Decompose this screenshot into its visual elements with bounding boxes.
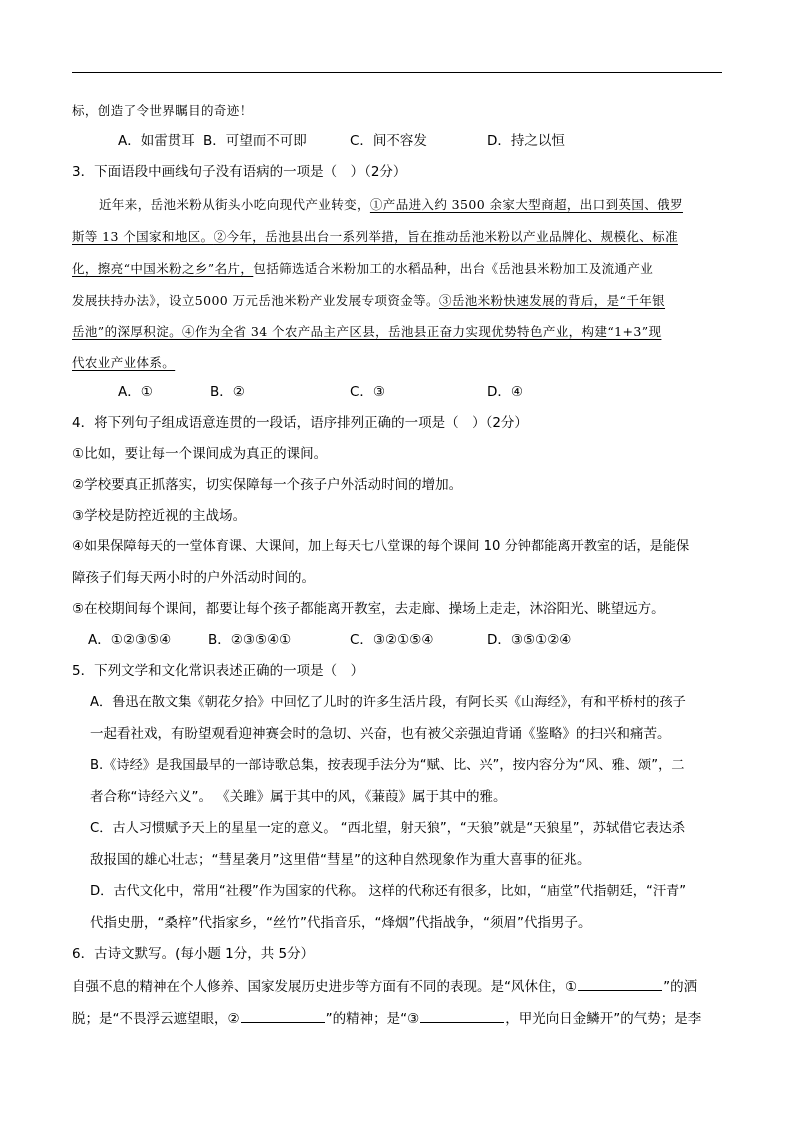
q4-sentence-4-cont: 障孩子们每天两小时的户外活动时间的。 bbox=[72, 570, 315, 586]
q5-option-b: B.《诗经》是我国最早的一部诗歌总集，按表现手法分为“赋、比、兴”，按内容分为“风、雅、颂”，二 bbox=[90, 758, 685, 773]
q6-text: ”的洒 bbox=[663, 979, 698, 995]
q5-option-c: C．古人习惯赋予天上的星星一定的意义。 “西北望，射天狼”，“天狼”就是“天狼星”，苏轼借它表达杀 bbox=[90, 821, 686, 836]
q3-underlined-sentence-4-end: 代农业产业体系。 bbox=[72, 355, 176, 370]
q4-stem: 4．将下列句子组成语意连贯的一段话，语序排列正确的一项是（ ）（2分） bbox=[72, 415, 528, 431]
q5-option-a: A．鲁迅在散文集《朝花夕拾》中回忆了儿时的许多生活片段，有阿长买《山海经》，有和平桥村的孩子 bbox=[90, 695, 686, 710]
q3-option-a: A．① bbox=[118, 384, 153, 400]
answer-blank-1[interactable] bbox=[578, 976, 662, 991]
q5-option-d: D．古代文化中，常用“社稷”作为国家的代称。 这样的代称还有很多，比如，“庙堂”代指朝廷，“汗青” bbox=[90, 884, 687, 899]
q3-option-b: B．② bbox=[210, 384, 245, 400]
q3-underlined-sentence-2: ②今年，岳池县出台一系列举措，旨在推动岳池米粉以产业品牌化、规模化、标准 bbox=[213, 229, 678, 244]
q4-sentence-5: ⑤在校期间每个课间，都要让每个孩子都能离开教室，去走廊、操场上走走，沐浴阳光、眺望远方。 bbox=[72, 601, 665, 617]
q3-underlined-sentence-1-end: 斯等 13 个国家和地区。 bbox=[72, 229, 214, 244]
q4-sentence-3: ③学校是防控近视的主战场。 bbox=[72, 508, 247, 524]
q3-text: 包括筛选适合米粉加工的水稻品种，出台《岳池县米粉加工及流通产业 bbox=[253, 261, 654, 276]
q4-sentence-4: ④如果保障每天的一堂体育课、大课间，加上每天七八堂课的每个课间 10 分钟都能离开教室的话，是能保 bbox=[72, 539, 690, 554]
q3-passage-line bbox=[99, 195, 683, 215]
q3-underlined-sentence-3: ③岳池米粉快速发展的背后，是“千年银 bbox=[438, 293, 666, 308]
q3-underlined-sentence-1: ①产品进入约 3500 余家大型商超，出口到英国、俄罗 bbox=[369, 197, 683, 212]
q2-option-c: C．间不容发 bbox=[350, 133, 427, 149]
q6-text: ”的精神；是“③ bbox=[325, 1011, 420, 1027]
q3-text: 近年来，岳池米粉从街头小吃向现代产业转变， bbox=[99, 197, 370, 212]
q4-sentence-2: ②学校要真正抓落实，切实保障每一个孩子户外活动时间的增加。 bbox=[72, 477, 463, 493]
q5-option-d-cont: 代指史册，“桑梓”代指家乡，“丝竹”代指音乐，“烽烟”代指战争，“须眉”代指男子。 bbox=[90, 915, 592, 931]
q3-passage-line bbox=[72, 353, 175, 373]
q3-stem: 3．下面语段中画线句子没有语病的一项是（ ）（2分） bbox=[72, 164, 407, 180]
answer-blank-2[interactable] bbox=[241, 1008, 325, 1023]
q3-text: 发展扶持办法》，设立5000 万元岳池米粉产业发展专项资金等。 bbox=[72, 293, 439, 308]
q6-text: ，甲光向日金鳞开”的气势；是李 bbox=[505, 1011, 702, 1027]
q3-option-d: D．④ bbox=[487, 384, 523, 400]
q4-option-c: C．③②①⑤④ bbox=[350, 632, 434, 648]
q6-stem: 6．古诗文默写。(每小题 1分，共 5分） bbox=[72, 946, 315, 962]
q4-option-d: D．③⑤①②④ bbox=[487, 632, 572, 648]
q3-passage-line bbox=[72, 259, 653, 279]
q4-option-a: A．①②③⑤④ bbox=[88, 632, 172, 648]
q5-stem: 5．下列文学和文化常识表述正确的一项是（ ） bbox=[72, 663, 365, 679]
q6-text: 自强不息的精神在个人修养、国家发展历史进步等方面有不同的表现。是“风休住，① bbox=[72, 979, 578, 995]
q3-underlined-sentence-4: ④作为全省 34 个农产品主产区县，岳池县正奋力实现优势特色产业，构建“1+3”现 bbox=[182, 324, 662, 339]
q3-passage-line bbox=[72, 322, 661, 342]
q5-option-b-cont: 者合称“诗经六义”。 《关雎》属于其中的风，《蒹葭》属于其中的雅。 bbox=[90, 789, 507, 805]
q3-passage-line bbox=[72, 227, 678, 247]
q3-option-c: C．③ bbox=[350, 384, 386, 400]
q2-option-d: D．持之以恒 bbox=[487, 133, 565, 149]
q4-option-b: B．②③⑤④① bbox=[208, 632, 292, 648]
q2-option-a: A．如雷贯耳 bbox=[118, 133, 195, 149]
q4-sentence-1: ①比如，要让每一个课间成为真正的课间。 bbox=[72, 446, 328, 462]
q5-option-c-cont: 敌报国的雄心壮志；“彗星袭月”这里借“彗星”的这种自然现象作为重大喜事的征兆。 bbox=[90, 852, 591, 868]
q5-option-a-cont: 一起看社戏，有盼望观看迎神赛会时的急切、兴奋，也有被父亲强迫背诵《鉴略》的扫兴和痛苦。 bbox=[90, 726, 671, 742]
q3-passage-line bbox=[72, 291, 665, 311]
q6-line-1 bbox=[72, 976, 697, 997]
q2-continuation-text: 标，创造了令世界瞩目的奇迹！ bbox=[72, 103, 253, 118]
header-rule bbox=[72, 72, 722, 73]
q2-option-b: B．可望而不可即 bbox=[203, 133, 307, 149]
q6-line-2 bbox=[72, 1008, 701, 1029]
q6-text: 脱；是“不畏浮云遮望眼，② bbox=[72, 1011, 240, 1027]
q3-underlined-sentence-2-end: 化，擦亮“中国米粉之乡”名片， bbox=[72, 261, 254, 276]
q3-underlined-sentence-3-end: 岳池”的深厚积淀。 bbox=[72, 324, 182, 339]
answer-blank-3[interactable] bbox=[420, 1008, 504, 1023]
